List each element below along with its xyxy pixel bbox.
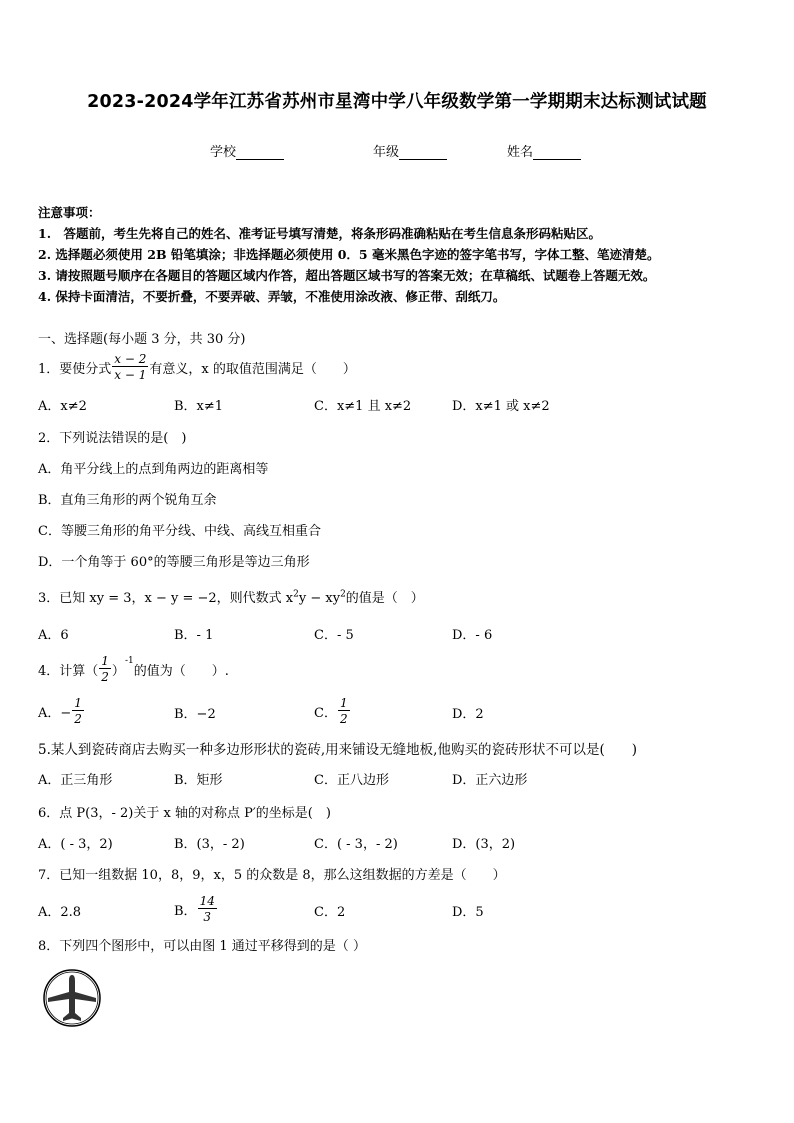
option-a: A．( - 3，2) [38, 837, 113, 852]
option-d: D．5 [452, 905, 484, 920]
question-7: 7．已知一组数据 10，8，9，x，5 的众数是 8，那么这组数据的方差是（ ） [38, 868, 506, 883]
option-a: A．角平分线上的点到角两边的距离相等 [38, 462, 269, 477]
option-d: D．正六边形 [452, 773, 528, 788]
airplane-figure-icon [42, 968, 102, 1028]
fraction: $\frac{x - 2}{x - 1}$ [114, 352, 147, 382]
option-d: D．x≠1 或 x≠2 [452, 399, 550, 414]
question-5: 5.某人到瓷砖商店去购买一种多边形形状的瓷砖,用来铺设无缝地板,他购买的瓷砖形状不可以是( ) [38, 742, 637, 758]
option-b: B．−2 [174, 707, 216, 722]
question-4: 4．计算（ $\frac{1}{2}$ ） $^{-1}$ 的值为（ ）. [38, 654, 229, 684]
page-title: 2023-2024学年江苏省苏州市星湾中学八年级数学第一学期期末达标测试试题 [87, 92, 707, 112]
option-a: A．正三角形 [38, 773, 113, 788]
option-c: C．- 5 [314, 628, 354, 643]
fraction: $\frac{1}{2}$ [101, 654, 109, 684]
school-field: 学校 [210, 141, 284, 160]
option-b: B．直角三角形的两个锐角互余 [38, 493, 217, 508]
note-item: 3. 请按照题号顺序在各题目的答题区域内作答，超出答题区域书写的答案无效；在草稿纸、试题卷上答题无效。 [38, 268, 656, 283]
option-c: C．( - 3，- 2) [314, 837, 398, 852]
option-c: C．x≠1 且 x≠2 [314, 399, 412, 414]
note-item: 4. 保持卡面清洁，不要折叠，不要弄破、弄皱，不准使用涂改液、修正带、刮纸刀。 [38, 289, 506, 304]
option-b: B．矩形 [174, 773, 223, 788]
option-c: C． $\frac{1}{2}$ [314, 696, 348, 726]
option-d: D．(3，2) [452, 837, 516, 852]
option-c: C．正八边形 [314, 773, 389, 788]
option-b: B．(3，- 2) [174, 837, 245, 852]
option-b: B．x≠1 [174, 399, 224, 414]
option-d: D．2 [452, 707, 484, 722]
question-1: 1．要使分式 $\frac{x - 2}{x - 1}$ 有意义，x 的取值范围满足（ ） [38, 352, 356, 382]
name-field: 姓名 [507, 141, 581, 160]
option-a: A．− $\frac{1}{2}$ [38, 696, 82, 726]
option-a: A．x≠2 [38, 399, 87, 414]
option-c: C．2 [314, 905, 346, 920]
section-heading: 一、选择题(每小题 3 分，共 30 分) [38, 332, 246, 347]
question-2: 2．下列说法错误的是( ) [38, 431, 187, 446]
option-a: A．6 [38, 628, 69, 643]
option-b: B．- 1 [174, 628, 214, 643]
note-item: 2. 选择题必须使用 2B 铅笔填涂；非选择题必须使用 0．5 毫米黑色字迹的签字笔书写，字体工整、笔迹清楚。 [38, 247, 660, 262]
option-a: A．2.8 [38, 905, 82, 920]
note-item: 1. 答题前，考生先将自己的姓名、准考证号填写清楚，将条形码准确粘贴在考生信息条形码粘贴区。 [38, 226, 602, 241]
notes-heading: 注意事项： [38, 205, 101, 220]
option-d: D．一个角等于 60°的等腰三角形是等边三角形 [38, 555, 310, 570]
option-b: B． $\frac{14}{3}$ [174, 894, 215, 924]
option-d: D．- 6 [452, 628, 493, 643]
question-6: 6．点 P(3，- 2)关于 x 轴的对称点 P′的坐标是( ) [38, 806, 331, 821]
question-8: 8．下列四个图形中，可以由图 1 通过平移得到的是（ ） [38, 939, 366, 954]
option-c: C．等腰三角形的角平分线、中线、高线互相重合 [38, 524, 321, 539]
question-3: 3．已知 xy = 3，x − y = −2，则代数式 $x^2y - xy^2$的值是（ ） [38, 589, 424, 606]
grade-field: 年级 [373, 141, 447, 160]
